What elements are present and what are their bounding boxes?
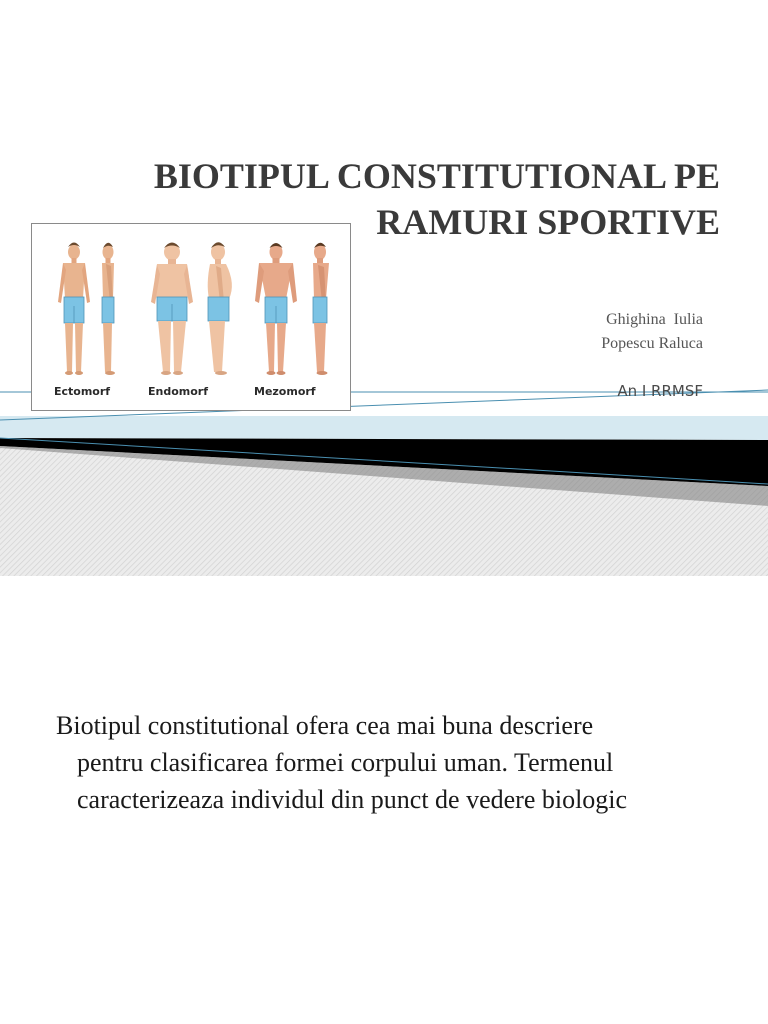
body-types-figure [31,223,351,411]
authors [601,308,703,356]
author-2: Popescu Raluca [601,335,703,352]
figure-label-ectomorf: Ectomorf [54,385,111,398]
title-line-2: RAMURI SPORTIVE [376,202,720,242]
body-paragraph [56,707,736,818]
title-line-1: BIOTIPUL CONSTITUTIONAL PE [153,156,720,196]
body-types-illustration [32,224,350,410]
body-line-2: pentru clasificarea formei corpului uman. Termenul [77,748,614,777]
figure-label-endomorf: Endomorf [148,385,209,398]
author-1: Ghighina Iulia [606,311,703,328]
slide-content [0,576,768,1024]
body-line-1: Biotipul constitutional ofera cea mai buna descriere [56,711,594,740]
body-line-3: caracterizeaza individul din punct de vedere biologic [77,785,628,814]
year-label: An I RRMSF [617,382,703,400]
figure-label-mezomorf: Mezomorf [254,385,316,398]
